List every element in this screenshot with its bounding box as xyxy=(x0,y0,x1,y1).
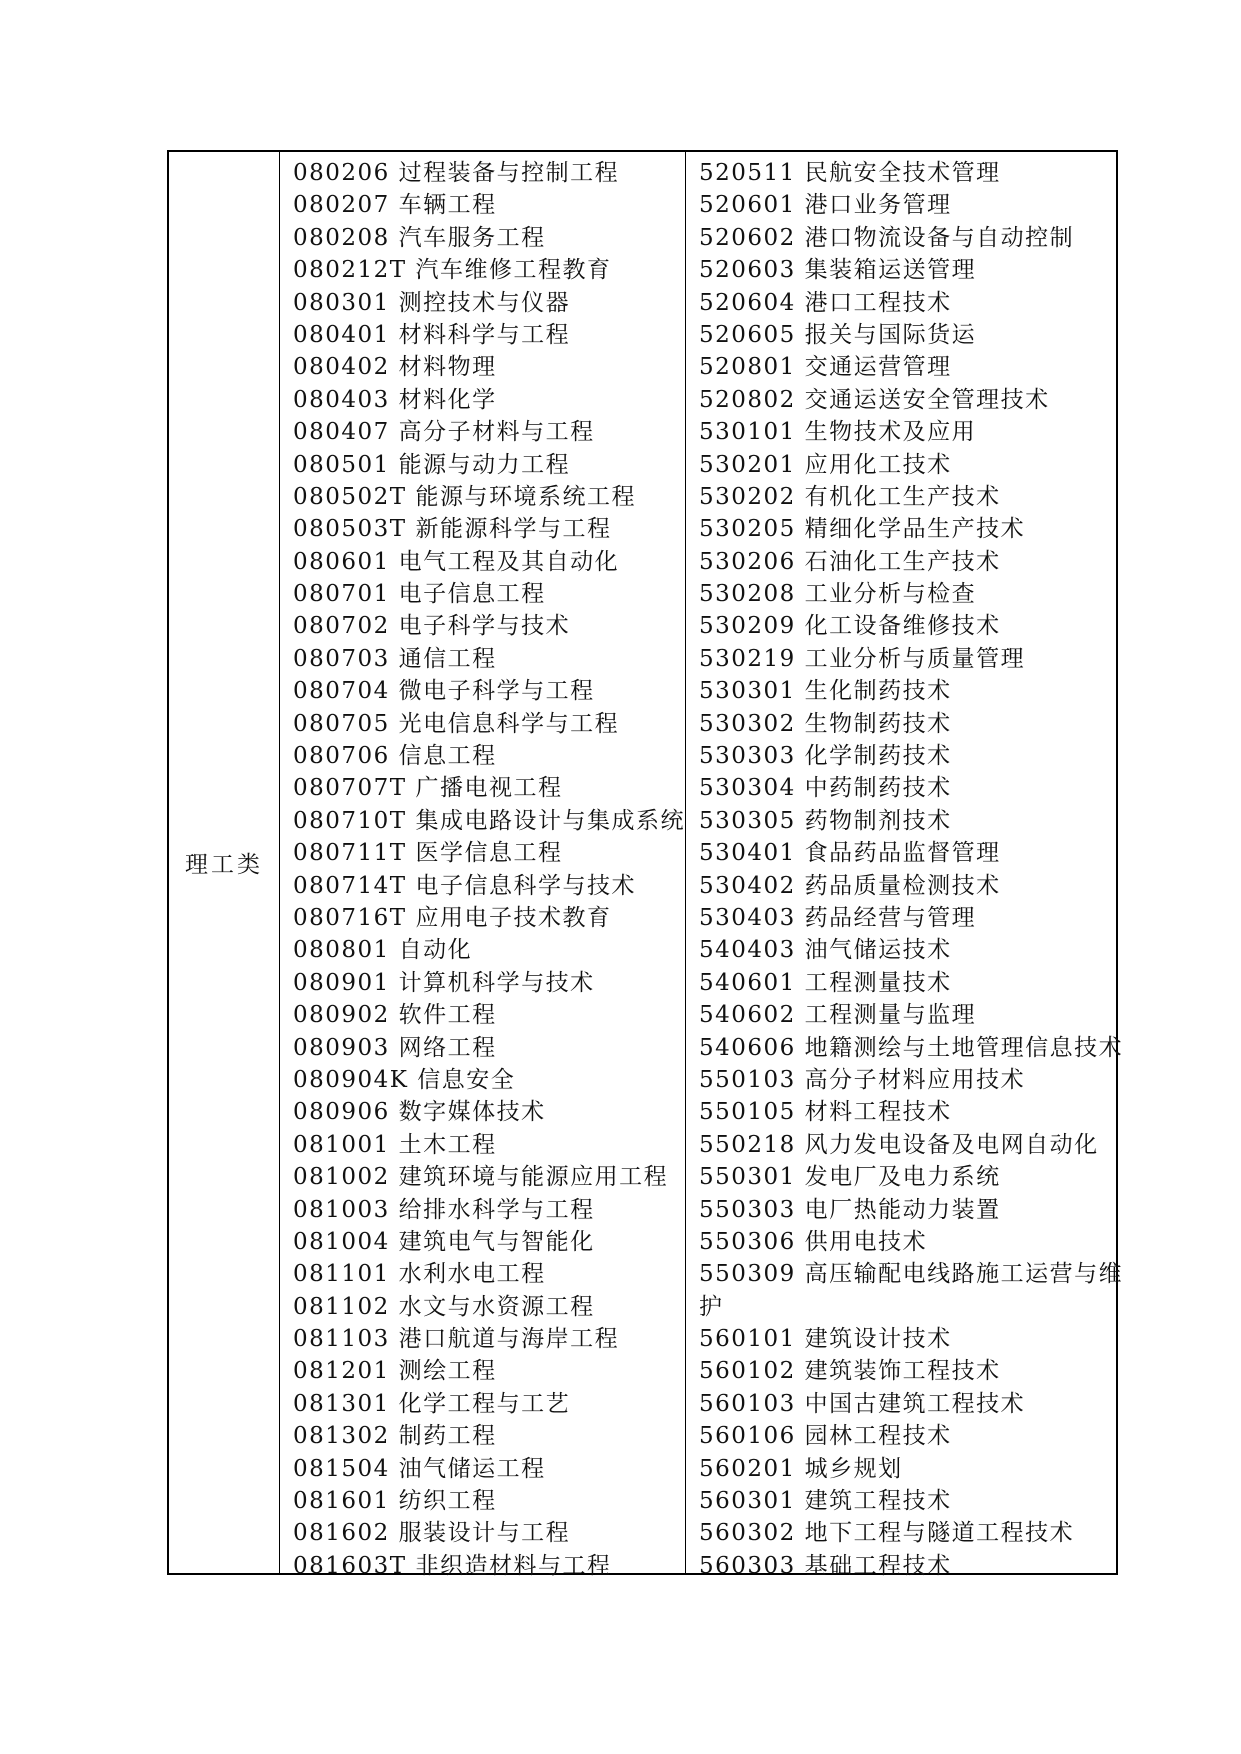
major-list-item: 081002 建筑环境与能源应用工程 xyxy=(293,1164,669,1191)
major-list-item: 080502T 能源与环境系统工程 xyxy=(293,483,636,510)
major-list-item: 080407 高分子材料与工程 xyxy=(293,419,595,446)
major-list-item: 081602 服装设计与工程 xyxy=(293,1520,571,1547)
column-divider-right xyxy=(685,152,686,1573)
major-list-item: 530202 有机化工生产技术 xyxy=(699,483,1001,510)
major-list-item: 530219 工业分析与质量管理 xyxy=(699,645,1026,672)
major-list-item: 护 xyxy=(699,1293,724,1320)
major-list-item: 080207 车辆工程 xyxy=(293,192,497,219)
major-list-item: 550309 高压输配电线路施工运营与维 xyxy=(699,1261,1124,1288)
major-list-item: 560301 建筑工程技术 xyxy=(699,1488,952,1515)
major-list-item: 550301 发电厂及电力系统 xyxy=(699,1164,1001,1191)
major-list-item: 080601 电气工程及其自动化 xyxy=(293,548,620,575)
major-list-item: 560102 建筑装饰工程技术 xyxy=(699,1358,1001,1385)
major-list-item: 540606 地籍测绘与土地管理信息技术 xyxy=(699,1034,1124,1061)
major-list-item: 550103 高分子材料应用技术 xyxy=(699,1066,1026,1093)
major-list-item: 080402 材料物理 xyxy=(293,354,497,381)
major-list-item: 550218 风力发电设备及电网自动化 xyxy=(699,1131,1099,1158)
major-list-item: 081103 港口航道与海岸工程 xyxy=(293,1326,620,1353)
major-list-item: 081201 测绘工程 xyxy=(293,1358,497,1385)
major-list-item: 081004 建筑电气与智能化 xyxy=(293,1228,595,1255)
major-list-item: 530402 药品质量检测技术 xyxy=(699,872,1001,899)
major-list-item: 530209 化工设备维修技术 xyxy=(699,613,1001,640)
major-list-item: 080212T 汽车维修工程教育 xyxy=(293,257,612,284)
major-list-item: 080710T 集成电路设计与集成系统 xyxy=(293,807,685,834)
category-label: 理工类 xyxy=(185,852,263,878)
major-list-item: 080301 测控技术与仪器 xyxy=(293,289,571,316)
major-list-item: 530303 化学制药技术 xyxy=(699,743,952,770)
major-list-item: 081301 化学工程与工艺 xyxy=(293,1390,571,1417)
major-list-item: 080714T 电子信息科学与技术 xyxy=(293,872,636,899)
major-list-item: 520605 报关与国际货运 xyxy=(699,321,977,348)
major-list-item: 080704 微电子科学与工程 xyxy=(293,678,595,705)
major-list-item: 081603T 非织造材料与工程 xyxy=(293,1552,612,1579)
major-list-item: 080403 材料化学 xyxy=(293,386,497,413)
major-list-item: 530101 生物技术及应用 xyxy=(699,419,977,446)
major-list-item: 540602 工程测量与监理 xyxy=(699,1002,977,1029)
major-list-item: 530301 生化制药技术 xyxy=(699,678,952,705)
major-list-item: 081504 油气储运工程 xyxy=(293,1455,546,1482)
major-table xyxy=(167,150,1124,1579)
major-list-item: 560201 城乡规划 xyxy=(699,1455,903,1482)
major-list-item: 560106 园林工程技术 xyxy=(699,1423,952,1450)
major-list-item: 540601 工程测量技术 xyxy=(699,969,952,996)
major-list-item: 530401 食品药品监督管理 xyxy=(699,840,1001,867)
vocational-major-list xyxy=(699,157,1123,1582)
major-list-item: 080801 自动化 xyxy=(293,937,473,964)
major-list-item: 560103 中国古建筑工程技术 xyxy=(699,1390,1026,1417)
major-list-item: 080501 能源与动力工程 xyxy=(293,451,571,478)
major-list-item: 530208 工业分析与检查 xyxy=(699,581,977,608)
major-list-item: 080901 计算机科学与技术 xyxy=(293,969,595,996)
major-list-item: 550105 材料工程技术 xyxy=(699,1099,952,1126)
major-list-item: 080716T 应用电子技术教育 xyxy=(293,904,612,931)
major-list-item: 520801 交通运营管理 xyxy=(699,354,952,381)
major-list-item: 081601 纺织工程 xyxy=(293,1488,497,1515)
major-list-item: 520602 港口物流设备与自动控制 xyxy=(699,224,1075,251)
major-list-item: 530403 药品经营与管理 xyxy=(699,904,977,931)
major-list-item: 520604 港口工程技术 xyxy=(699,289,952,316)
major-list-item: 540403 油气储运技术 xyxy=(699,937,952,964)
major-list-item: 081003 给排水科学与工程 xyxy=(293,1196,595,1223)
major-list-item: 080401 材料科学与工程 xyxy=(293,321,571,348)
major-list-item: 081102 水文与水资源工程 xyxy=(293,1293,595,1320)
major-list-item: 080707T 广播电视工程 xyxy=(293,775,563,802)
major-list-item: 520603 集装箱运送管理 xyxy=(699,257,977,284)
major-list-item: 080503T 新能源科学与工程 xyxy=(293,516,612,543)
major-list-item: 080904K 信息安全 xyxy=(293,1066,516,1093)
major-list-item: 550303 电厂热能动力装置 xyxy=(699,1196,1001,1223)
major-list-item: 530304 中药制药技术 xyxy=(699,775,952,802)
column-divider-left xyxy=(279,152,280,1573)
major-list-item: 080903 网络工程 xyxy=(293,1034,497,1061)
major-list-item: 530302 生物制药技术 xyxy=(699,710,952,737)
major-list-item: 081302 制药工程 xyxy=(293,1423,497,1450)
undergraduate-major-list xyxy=(293,157,685,1582)
major-list-item: 560101 建筑设计技术 xyxy=(699,1326,952,1353)
major-list-item: 080706 信息工程 xyxy=(293,743,497,770)
major-list-item: 081001 土木工程 xyxy=(293,1131,497,1158)
major-list-item: 520601 港口业务管理 xyxy=(699,192,952,219)
major-list-item: 530206 石油化工生产技术 xyxy=(699,548,1001,575)
major-list-item: 530205 精细化学品生产技术 xyxy=(699,516,1026,543)
major-list-item: 081101 水利水电工程 xyxy=(293,1261,546,1288)
category-cell xyxy=(169,152,279,1573)
major-list-item: 080906 数字媒体技术 xyxy=(293,1099,546,1126)
major-list-item: 530305 药物制剂技术 xyxy=(699,807,952,834)
major-list-item: 080711T 医学信息工程 xyxy=(293,840,563,867)
major-list-item: 520511 民航安全技术管理 xyxy=(699,160,1001,186)
major-list-item: 080703 通信工程 xyxy=(293,645,497,672)
major-list-item: 530201 应用化工技术 xyxy=(699,451,952,478)
major-list-item: 080208 汽车服务工程 xyxy=(293,224,546,251)
major-list-item: 080902 软件工程 xyxy=(293,1002,497,1029)
major-list-item: 080702 电子科学与技术 xyxy=(293,613,571,640)
major-list-item: 520802 交通运送安全管理技术 xyxy=(699,386,1050,413)
major-list-item: 550306 供用电技术 xyxy=(699,1228,928,1255)
major-list-item: 560303 基础工程技术 xyxy=(699,1552,952,1579)
major-list-item: 560302 地下工程与隧道工程技术 xyxy=(699,1520,1075,1547)
major-list-item: 080705 光电信息科学与工程 xyxy=(293,710,620,737)
major-list-item: 080206 过程装备与控制工程 xyxy=(293,160,620,186)
major-list-item: 080701 电子信息工程 xyxy=(293,581,546,608)
